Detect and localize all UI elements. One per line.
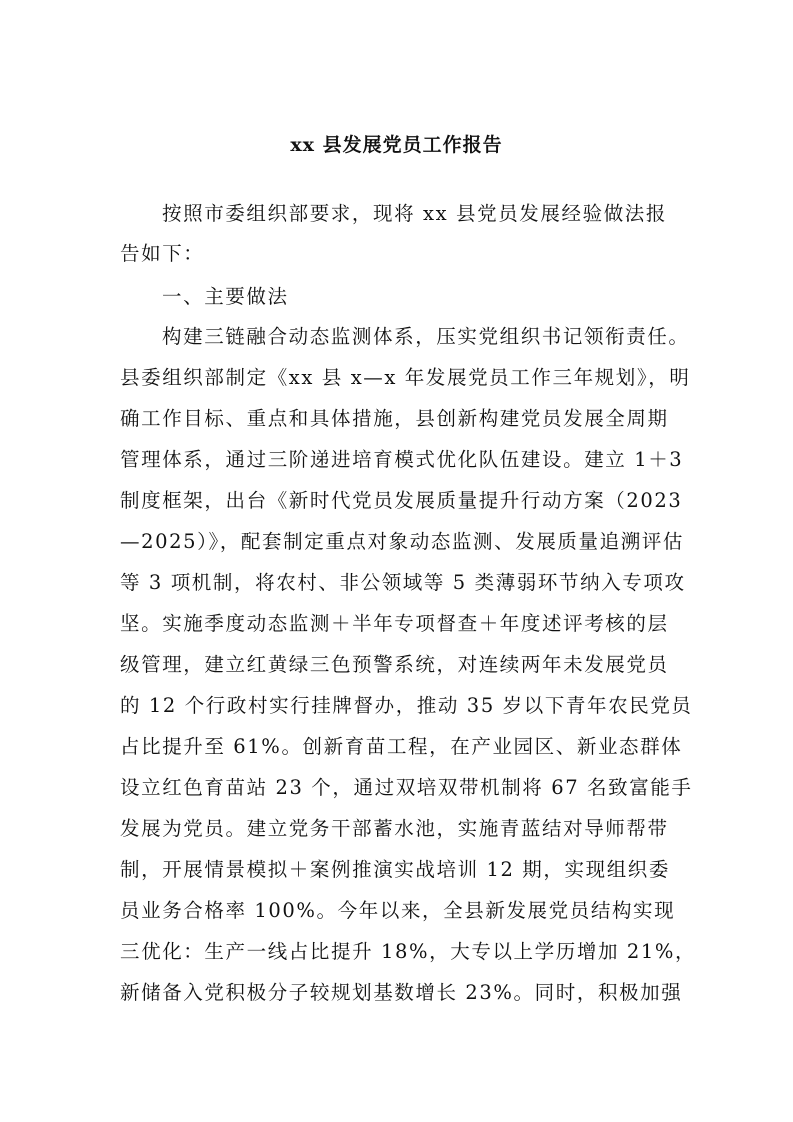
paragraph-line: 制度框架，出台《新时代党员发展质量提升行动方案（2023 bbox=[120, 489, 683, 512]
paragraph-line: 县委组织部制定《xx 县 x—x 年发展党员工作三年规划》，明 bbox=[120, 366, 691, 389]
paragraph-line: 级管理，建立红黄绿三色预警系统，对连续两年未发展党员 bbox=[120, 653, 669, 676]
paragraph-line: 发展为党员。建立党务干部蓄水池，实施青蓝结对导师帮带 bbox=[120, 817, 669, 840]
paragraph-line: 占比提升至 61%。创新育苗工程，在产业园区、新业态群体 bbox=[120, 735, 683, 758]
paragraph-line: 按照市委组织部要求，现将 xx 县党员发展经验做法报 bbox=[162, 202, 667, 225]
paragraph-line: 员业务合格率 100%。今年以来，全县新发展党员结构实现 bbox=[120, 899, 676, 922]
paragraph-line: 构建三链融合动态监测体系，压实党组织书记领衔责任。 bbox=[162, 325, 690, 348]
paragraph-line: 等 3 项机制，将农村、非公领域等 5 类薄弱环节纳入专项攻 bbox=[120, 571, 686, 594]
document-title: xx 县发展党员工作报告 bbox=[290, 134, 503, 156]
paragraph-line: 告如下： bbox=[120, 242, 205, 265]
paragraph-line: 新储备入党积极分子较规划基数增长 23%。同时，积极加强 bbox=[120, 981, 683, 1004]
paragraph-line: 的 12 个行政村实行挂牌督办，推动 35 岁以下青年农民党员 bbox=[120, 694, 693, 717]
paragraph-line: —2025）》，配套制定重点对象动态监测、发展质量追溯评估 bbox=[120, 530, 685, 553]
paragraph-line: 管理体系，通过三阶递进培育模式优化队伍建设。建立 1＋3 bbox=[120, 448, 684, 471]
paragraph-line: 坚。实施季度动态监测＋半年专项督查＋年度述评考核的层 bbox=[120, 612, 669, 635]
paragraph-line: 制，开展情景模拟＋案例推演实战培训 12 期，实现组织委 bbox=[120, 858, 671, 881]
paragraph-line: 确工作目标、重点和具体措施，县创新构建党员发展全周期 bbox=[120, 407, 669, 430]
paragraph-line: 设立红色育苗站 23 个，通过双培双带机制将 67 名致富能手 bbox=[120, 776, 693, 799]
paragraph-line: 三优化：生产一线占比提升 18%，大专以上学历增加 21%， bbox=[120, 940, 697, 963]
section-heading: 一、主要做法 bbox=[162, 285, 289, 308]
